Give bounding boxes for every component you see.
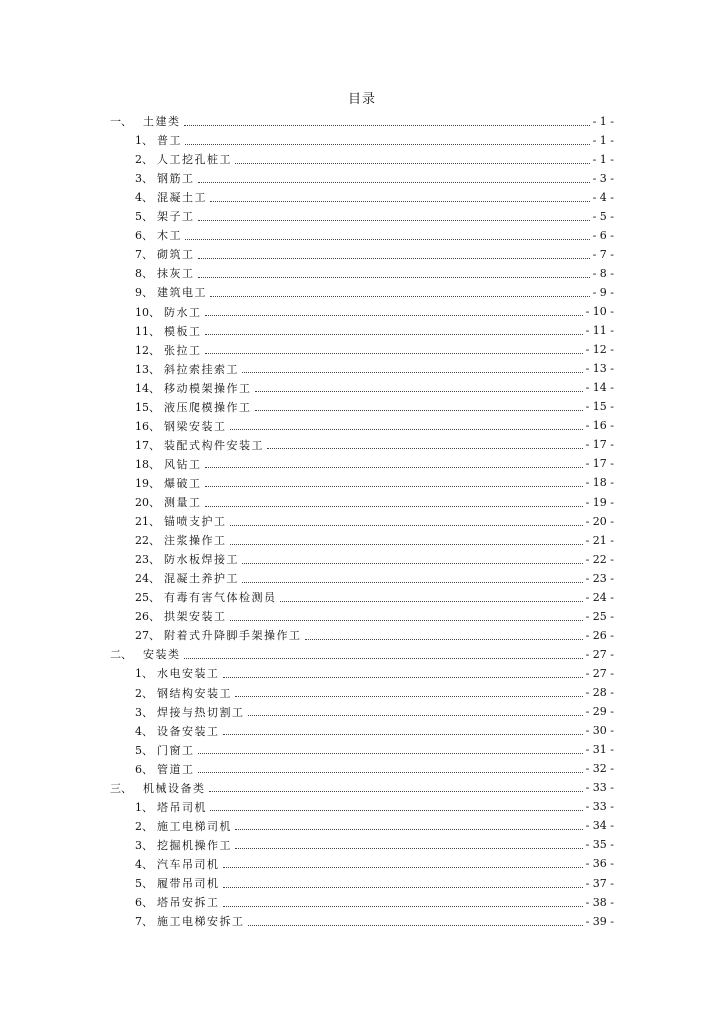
toc-page-number: - 24 - [585,590,614,604]
dot-leader [223,677,583,678]
toc-item[interactable] [135,760,614,778]
toc-label: 建筑电工 [157,286,207,300]
toc-label: 张拉工 [164,343,202,357]
dot-leader [205,506,583,507]
toc-item[interactable] [135,722,614,740]
toc-item[interactable] [135,569,614,587]
toc-item[interactable] [135,741,614,759]
toc-label: 混凝土工 [157,191,207,205]
toc-number: 20、 [135,496,160,509]
dot-leader [305,639,583,640]
dot-leader [255,391,583,392]
toc-number: 1、 [135,667,153,681]
toc-number: 22、 [135,534,160,548]
toc-label: 土建类 [143,115,181,128]
dot-leader [248,925,583,926]
toc-number: 25、 [135,591,160,605]
toc-item[interactable] [135,893,614,911]
toc-item[interactable] [135,207,614,225]
toc-item[interactable] [135,417,614,435]
dot-leader [235,829,583,830]
toc-label: 挖掘机操作工 [157,838,232,852]
toc-page-number: - 21 - [585,533,614,547]
toc-item[interactable] [135,360,614,378]
dot-leader [235,848,583,849]
toc-label: 施工电梯司机 [157,819,232,833]
toc-item[interactable] [135,226,614,244]
toc-number: 7、 [135,248,153,262]
toc-label: 斜拉索挂索工 [164,362,239,376]
toc-number: 4、 [135,724,153,738]
toc-label: 锚喷支护工 [164,515,227,529]
toc-number: 19、 [135,476,160,490]
toc-page-number: - 38 - [585,895,614,909]
toc-label: 模板工 [164,324,202,338]
toc-label: 附着式升降脚手架操作工 [164,629,302,643]
toc-number: 16、 [135,419,160,433]
toc-number: 2、 [135,153,153,167]
dot-leader [223,906,583,907]
dot-leader [242,582,583,583]
toc-label: 拱架安装工 [164,610,227,624]
toc-page-number: - 28 - [585,686,614,699]
toc-number: 4、 [135,857,153,871]
toc-number: 23、 [135,553,160,567]
toc-number: 一、 [110,115,132,128]
toc-page-number: - 5 - [592,209,614,223]
dot-leader [235,163,590,164]
dot-leader [198,753,583,754]
toc-number: 2、 [135,686,153,700]
dot-leader [205,467,583,468]
dot-leader [184,658,583,659]
toc-page-number: - 37 - [585,876,614,890]
toc-number: 10、 [135,305,160,319]
toc-label: 施工电梯安拆工 [157,915,245,929]
toc-number: 12、 [135,343,160,357]
dot-leader [209,791,583,792]
toc-page-number: - 15 - [585,400,614,414]
toc-section[interactable] [110,779,614,797]
toc-number: 18、 [135,457,160,471]
toc-page-number: - 4 - [592,190,614,204]
toc-label: 钢梁安装工 [164,419,227,433]
toc-page-number: - 34 - [585,819,614,833]
toc-page-number: - 27 - [585,666,614,680]
dot-leader [223,734,583,735]
toc-item[interactable] [135,912,614,930]
toc-number: 11、 [135,324,160,338]
toc-item[interactable] [135,798,614,816]
toc-label: 汽车吊司机 [157,857,220,871]
toc-page-number: - 1 - [592,133,614,147]
toc-page-number: - 17 - [585,457,614,471]
dot-leader [235,696,583,697]
toc-page-number: - 29 - [585,705,614,719]
toc-label: 机械设备类 [143,781,206,795]
toc-page-number: - 35 - [585,838,614,852]
toc-number: 5、 [135,743,153,757]
toc-page-number: - 22 - [585,552,614,566]
toc-item[interactable] [135,874,614,892]
toc-page-number: - 18 - [585,476,614,490]
toc-item[interactable] [135,455,614,473]
toc-page-number: - 39 - [585,914,614,928]
toc-label: 水电安装工 [157,667,220,681]
toc-label: 钢结构安装工 [157,686,232,700]
toc-item[interactable] [135,341,614,359]
toc-label: 木工 [157,229,182,243]
toc-item[interactable] [135,664,614,682]
toc-item[interactable] [135,150,614,168]
toc-label: 爆破工 [164,476,202,490]
dot-leader [242,563,583,564]
dot-leader [184,125,590,126]
toc-page-number: - 6 - [592,228,614,242]
toc-page-number: - 36 - [585,857,614,871]
toc-label: 移动模架操作工 [164,381,252,395]
toc-item[interactable] [135,703,614,721]
toc-page-number: - 8 - [592,266,614,280]
dot-leader [230,429,583,430]
toc-number: 5、 [135,210,153,224]
toc-label: 液压爬模操作工 [164,400,252,414]
toc-page-number: - 17 - [585,438,614,452]
toc-number: 5、 [135,877,153,890]
dot-leader [205,486,583,487]
dot-leader [210,296,590,297]
toc-label: 抹灰工 [157,267,195,281]
toc-number: 1、 [135,134,153,148]
dot-leader [198,277,590,278]
toc-page-number: - 32 - [585,762,614,776]
toc-number: 26、 [135,610,160,624]
toc-number: 4、 [135,191,153,205]
toc-number: 6、 [135,896,153,910]
toc-item[interactable] [135,245,614,263]
toc-item[interactable] [135,493,614,511]
toc-item[interactable] [135,131,614,149]
toc-item[interactable] [135,550,614,568]
toc-label: 钢筋工 [157,172,195,186]
toc-label: 防水板焊接工 [164,553,239,567]
toc-page-number: - 20 - [585,514,614,528]
toc-page-number: - 23 - [585,571,614,585]
toc-page-number: - 30 - [585,724,614,738]
dot-leader [198,772,583,773]
toc-page-number: - 13 - [585,362,614,376]
toc-item[interactable] [135,169,614,187]
dot-leader [223,867,583,868]
toc-section[interactable] [110,112,614,130]
toc-label: 注浆操作工 [164,534,227,548]
toc-number: 15、 [135,400,160,414]
toc-page-number: - 33 - [585,781,614,795]
toc-page-number: - 14 - [585,381,614,395]
dot-leader [198,182,590,183]
toc-page-number: - 12 - [585,343,614,357]
toc-number: 3、 [135,705,153,719]
page-title: 目录 [347,92,376,107]
toc-page-number: - 10 - [585,305,614,318]
toc-page-number: - 1 - [592,152,614,166]
toc-item[interactable] [135,474,614,492]
toc-page-number: - 3 - [592,171,614,185]
toc-item[interactable] [135,303,614,321]
toc-page-number: - 31 - [585,743,614,757]
toc-page-number: - 25 - [585,609,614,623]
toc-item[interactable] [135,836,614,854]
toc-label: 门窗工 [157,743,195,757]
toc-number: 17、 [135,438,160,452]
dot-leader [267,448,583,449]
toc-page-number: - 26 - [585,628,614,642]
toc-item[interactable] [135,264,614,282]
dot-leader [248,715,583,716]
toc-label: 装配式构件安装工 [164,438,264,452]
toc-item[interactable] [135,379,614,397]
dot-leader [185,144,590,145]
dot-leader [230,525,583,526]
toc-item[interactable] [135,283,614,301]
toc-page-number: - 33 - [585,800,614,814]
dot-leader [255,410,583,411]
toc-item[interactable] [135,398,614,416]
toc-item[interactable] [135,684,614,702]
toc-label: 人工挖孔桩工 [157,153,232,167]
toc-label: 焊接与热切割工 [157,705,245,719]
toc-number: 9、 [135,286,153,300]
toc-number: 6、 [135,229,153,243]
toc-label: 风钻工 [164,457,202,471]
dot-leader [223,887,583,888]
dot-leader [210,201,590,202]
dot-leader [230,620,583,621]
toc-number: 21、 [135,515,160,529]
toc-page-number: - 19 - [585,495,614,509]
toc-number: 三、 [110,781,132,795]
toc-item[interactable] [135,817,614,835]
toc-item[interactable] [135,607,614,625]
dot-leader [205,315,583,316]
toc-item[interactable] [135,322,614,340]
toc-number: 3、 [135,838,153,852]
dot-leader [205,334,583,335]
toc-item[interactable] [135,188,614,206]
toc-label: 防水工 [164,305,202,319]
toc-number: 3、 [135,172,153,186]
toc-number: 27、 [135,629,160,643]
toc-number: 1、 [135,800,153,814]
toc-number: 8、 [135,267,153,281]
toc-item[interactable] [135,436,614,454]
toc-label: 普工 [157,134,182,148]
toc-number: 24、 [135,572,160,586]
toc-label: 砌筑工 [157,248,195,262]
dot-leader [280,601,583,602]
toc-label: 塔吊安拆工 [157,896,220,910]
toc-label: 设备安装工 [157,724,220,738]
toc-page-number: - 7 - [592,247,614,261]
toc-label: 架子工 [157,210,195,224]
dot-leader [198,258,590,259]
toc-item[interactable] [135,512,614,530]
toc-number: 二、 [110,648,132,662]
dot-leader [210,810,583,811]
toc-item[interactable] [135,626,614,644]
toc-item[interactable] [135,531,614,549]
toc-label: 履带吊司机 [157,877,220,890]
toc-page-number: - 1 - [592,114,614,128]
toc-label: 混凝土养护工 [164,572,239,586]
toc-label: 安装类 [143,648,181,662]
toc-page-number: - 16 - [585,419,614,433]
toc-label: 管道工 [157,762,195,776]
toc-page-number: - 11 - [585,324,614,338]
toc-section[interactable] [110,645,614,663]
toc-number: 2、 [135,819,153,833]
toc-label: 测量工 [164,496,202,509]
toc-label: 有毒有害气体检测员 [164,591,277,605]
dot-leader [198,220,590,221]
toc-item[interactable] [135,588,614,606]
toc-number: 7、 [135,915,153,929]
toc-number: 14、 [135,381,160,395]
toc-number: 6、 [135,762,153,776]
toc-page-number: - 27 - [585,647,614,661]
dot-leader [185,239,590,240]
toc-page-number: - 9 - [592,285,614,299]
toc-item[interactable] [135,855,614,873]
toc-label: 塔吊司机 [157,800,207,814]
toc-number: 13、 [135,362,160,376]
dot-leader [205,353,583,354]
dot-leader [230,544,583,545]
dot-leader [242,372,583,373]
